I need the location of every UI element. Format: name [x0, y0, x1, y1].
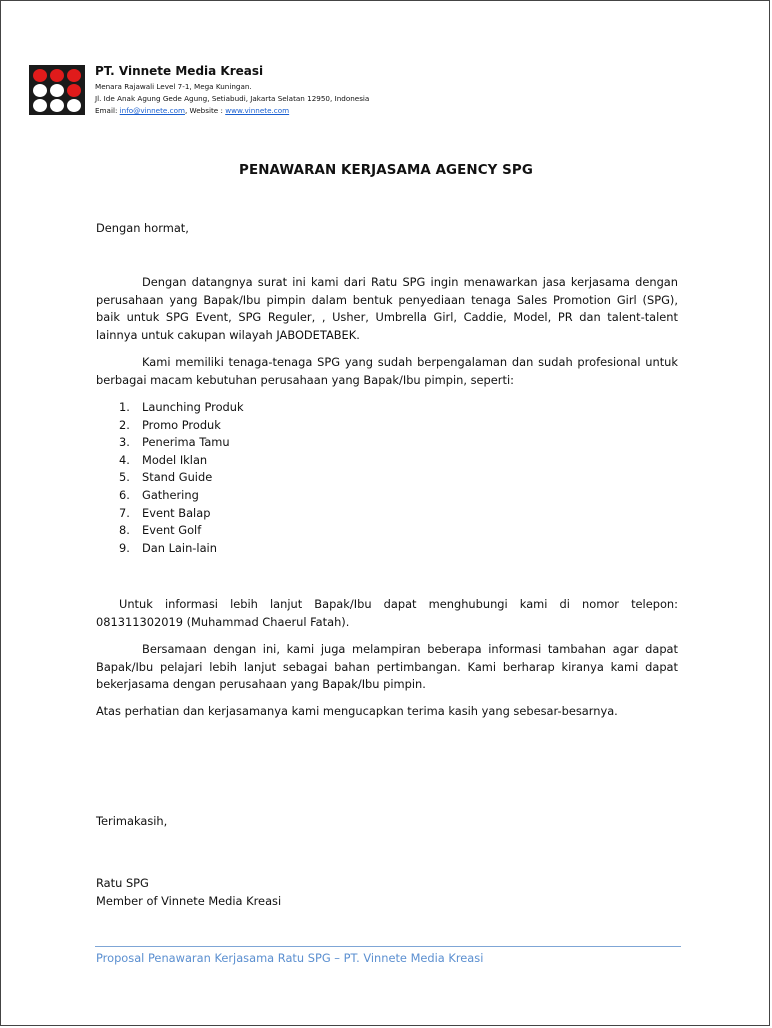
company-info [95, 65, 369, 117]
service-number: 6. [119, 487, 130, 502]
service-label: Launching Produk [142, 400, 244, 414]
service-list-item [119, 522, 244, 540]
services-list [119, 399, 244, 557]
letter-title: PENAWARAN KERJASAMA AGENCY SPG [239, 163, 533, 178]
letterhead [29, 65, 369, 117]
service-number: 5. [119, 470, 130, 485]
company-logo [29, 65, 85, 115]
email-link[interactable]: info@vinnete.com [119, 106, 185, 116]
service-number: 7. [119, 505, 130, 520]
greeting: Dengan hormat, [96, 221, 189, 235]
service-label: Promo Produk [142, 417, 221, 432]
logo-dot [50, 69, 64, 82]
service-label: Stand Guide [142, 470, 213, 485]
paragraph-1 [96, 274, 678, 344]
service-number: 1. [119, 400, 130, 414]
paragraph-2 [96, 354, 678, 389]
service-label: Event Balap [142, 505, 211, 520]
service-list-item [119, 487, 244, 505]
logo-dot [33, 99, 47, 112]
logo-dot [50, 99, 64, 112]
email-label: Email: [95, 106, 120, 116]
closing: Terimakasih, [96, 814, 168, 828]
website-label: , Website : [184, 106, 226, 116]
service-list-item [119, 434, 244, 452]
signer-org: Member of Vinnete Media Kreasi [96, 894, 282, 908]
logo-dot [50, 84, 64, 97]
website-link[interactable]: www.vinnete.com [225, 106, 290, 116]
paragraph-3-text: Untuk informasi lebih lanjut Bapak/Ibu dapat menghubungi kami di nomor telepon: 081311302019 (Muhammad Chaerul Fatah). [96, 597, 678, 629]
paragraph-1-text: Dengan datangnya surat ini kami dari Ratu SPG ingin menawarkan jasa kerjasama dengan perusahaan yang Bapak/Ibu pimpin dalam bentuk penyediaan tenaga Sales Promotion Girl (SPG), baik untuk SPG Event, SPG Reguler, , Usher, Umbrella Girl, Caddie, Model, PR dan talent-talent lainnya untuk cakupan wilayah JABODETABEK. [96, 275, 678, 342]
service-number: 2. [119, 417, 130, 432]
footer-divider [95, 946, 681, 947]
company-name: PT. Vinnete Media Kreasi [95, 64, 264, 78]
service-list-item [119, 469, 244, 487]
paragraph-5: Atas perhatian dan kerjasamanya kami mengucapkan terima kasih yang sebesar-besarnya. [96, 704, 618, 718]
service-list-item [119, 540, 244, 558]
paragraph-4-text: Bersamaan dengan ini, kami juga melampiran beberapa informasi tambahan agar dapat Bapak/Ibu pelajari lebih lanjut sebagai bahan pertimbangan. Kami berharap kiranya kami dapat bekerjasama dengan perusahaan yang Bapak/Ibu pimpin. [96, 642, 678, 691]
address-line-1: Menara Rajawali Level 7-1, Mega Kuningan. [95, 82, 252, 92]
contact-line [95, 105, 369, 117]
service-label: Event Golf [142, 523, 202, 538]
logo-dot [67, 69, 81, 82]
paragraph-4 [96, 641, 678, 694]
service-number: 4. [119, 452, 130, 467]
address-line-2: Jl. Ide Anak Agung Gede Agung, Setiabudi, Jakarta Selatan 12950, Indonesia [95, 94, 370, 104]
signer-name: Ratu SPG [96, 876, 149, 890]
service-label: Dan Lain-lain [142, 540, 217, 555]
service-number: 8. [119, 523, 130, 538]
service-list-item [119, 505, 244, 523]
logo-dot [33, 84, 47, 97]
service-list-item [119, 417, 244, 435]
service-number: 3. [119, 435, 130, 450]
logo-dot [67, 99, 81, 112]
service-label: Penerima Tamu [142, 435, 230, 450]
logo-dot [67, 84, 81, 97]
service-list-item [119, 452, 244, 470]
service-number: 9. [119, 540, 130, 555]
service-label: Gathering [142, 487, 199, 502]
paragraph-2-text: Kami memiliki tenaga-tenaga SPG yang sudah berpengalaman dan sudah profesional untuk berbagai macam kebutuhan perusahaan yang Bapak/Ibu pimpin, seperti: [96, 355, 678, 387]
paragraph-3 [96, 596, 678, 631]
logo-dot [33, 69, 47, 82]
footer-text: Proposal Penawaran Kerjasama Ratu SPG – PT. Vinnete Media Kreasi [96, 951, 484, 965]
service-list-item [119, 399, 244, 417]
service-label: Model Iklan [142, 452, 208, 467]
